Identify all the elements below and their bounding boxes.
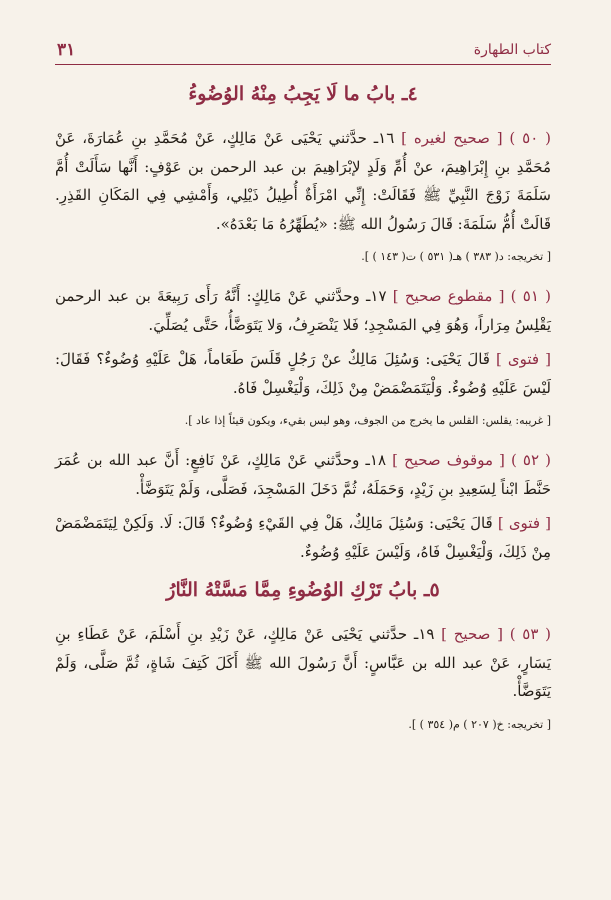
fatwa-text: قَالَ يَحْيَى: وَسُئِلَ مَالِكٌ، هَلْ فِي القَيْءِ وُضُوءٌ؟ قَالَ: لَا. وَلَكِنْ لِيَتَمَضْمَضْ مِنْ ذَلِكَ، وَلْيَغْسِلْ فَاهُ، وَلَيْسَ عَلَيْهِ وُضُوءٌ.	[55, 514, 551, 561]
chapter-title: ٥ـ بابُ تَرْكِ الوُضُوءِ مِمَّا مَسَّتْهُ النَّارُ	[166, 579, 440, 601]
gharib-note: [ غريبه: يقلس: القلس ما يخرج من الجوف، وهو ليس بقيء، ويكون قيئاً إذا عاد ].	[184, 414, 551, 427]
fatwa-marker: [ فتوى ]	[496, 350, 551, 368]
chapter-title: ٤ـ بابُ ما لَا يَجِبُ مِنْهُ الوُضُوءُ	[188, 83, 418, 105]
hadith-52	[55, 446, 551, 503]
fatwa-text: قَالَ يَحْيَى: وَسُئِلَ مَالِكٌ عنْ رَجُلٍ قَلَسَ طَعَاماً، هَلْ عَلَيْهِ وُضُوءٌ؟ فَقَالَ: لَيْسَ عَلَيْهِ وُضُوءٌ. وَلْيَتَمَضْمَضْ مِنْ ذَلِكَ، وَلْيَغْسِلْ فَاهُ.	[55, 350, 551, 397]
hadith-grade-marker: ( ٥٠ ) [ صحيح لغيره ]	[401, 129, 551, 147]
running-title: كتاب الطهارة	[473, 42, 551, 58]
fatwa-52	[55, 509, 551, 566]
hadith-50	[55, 124, 551, 238]
fatwa-51	[55, 345, 551, 402]
hadith-text: ١٧ـ وحدَّثني عَنْ مَالِكٍ: أَنَّهُ رَأَى رَبِيعَةَ بن عبد الرحمن يَقْلِسُ مِرَاراً، وَهُوَ فِي المَسْجِدِ؛ فَلا يَنْصَرِفُ، وَلا يَتَوَضَّأُ، حَتَّى يُصَلِّيَ.	[55, 287, 551, 334]
takhrij-note: [ تخريجه: خ( ٢٠٧ ) م( ٣٥٤ ) ].	[408, 717, 551, 731]
hadith-grade-marker: ( ٥٢ ) [ موقوف صحيح ]	[392, 451, 551, 469]
takhrij-note: [ تخريجه: د( ٣٨٣ ) هـ( ٥٣١ ) ت( ١٤٣ ) ].	[361, 250, 551, 263]
hadith-text: ١٨ـ وحدَّثني عَنْ مَالِكٍ، عَنْ نَافِعٍ: أَنَّ عبد الله بن عُمَرَ حَنَّطَ ابْناً لِسَعِيدِ بنِ زَيْدٍ، وَحَمَلَهُ، ثُمَّ دَخَلَ المَسْجِدَ، فَصَلَّى، وَلَمْ يَتَوَضَّأْ.	[55, 451, 551, 498]
hadith-53	[55, 620, 551, 706]
hadith-grade-marker: ( ٥٣ ) [ صحيح ]	[441, 625, 551, 643]
hadith-text: ١٦ـ حدَّثني يَحْيَى عَنْ مَالِكٍ، عَنْ مُحَمَّدِ بنِ عُمَارَةَ، عَنْ مُحَمَّدِ بنِ إِبْرَاهِيمَ، عنْ أُمِّ وَلَدٍ لإبْرَاهِيمَ بن عبد الرحمن بن عَوْفٍ: أَنَّها سَأَلَتْ أُمَّ سَلَمَةَ زَوْجَ النَّبِيِّ ﷺ فَقَالَتْ: إِنِّي امْرَأَةٌ أُطِيلُ ذَيْلِي، وَأَمْشِي فِي المَكَانِ القَذِرِ. قَالَتْ أُمُّ سَلَمَةَ: قَالَ رَسُولُ الله ﷺ: «يُطَهِّرُهُ مَا بَعْدَهُ».	[55, 129, 551, 233]
hadith-grade-marker: ( ٥١ ) [ مقطوع صحيح ]	[392, 287, 551, 305]
hadith-text: ١٩ـ حدَّثني يَحْيَى عَنْ مَالِكٍ، عَنْ زَيْدِ بنِ أَسْلَمَ، عَنْ عَطَاءِ بنِ يَسَارٍ، عَنْ عبد الله بن عَبَّاسٍ: أَنَّ رَسُولَ الله ﷺ أَكَلَ كَتِفَ شَاةٍ، ثُمَّ صَلَّى، وَلَمْ يَتَوَضَّأْ.	[55, 625, 551, 700]
hadith-51	[55, 282, 551, 339]
fatwa-marker: [ فتوى ]	[497, 514, 551, 532]
page-header	[55, 40, 551, 65]
page-body	[55, 78, 551, 750]
page-number: ٣١	[57, 40, 76, 60]
